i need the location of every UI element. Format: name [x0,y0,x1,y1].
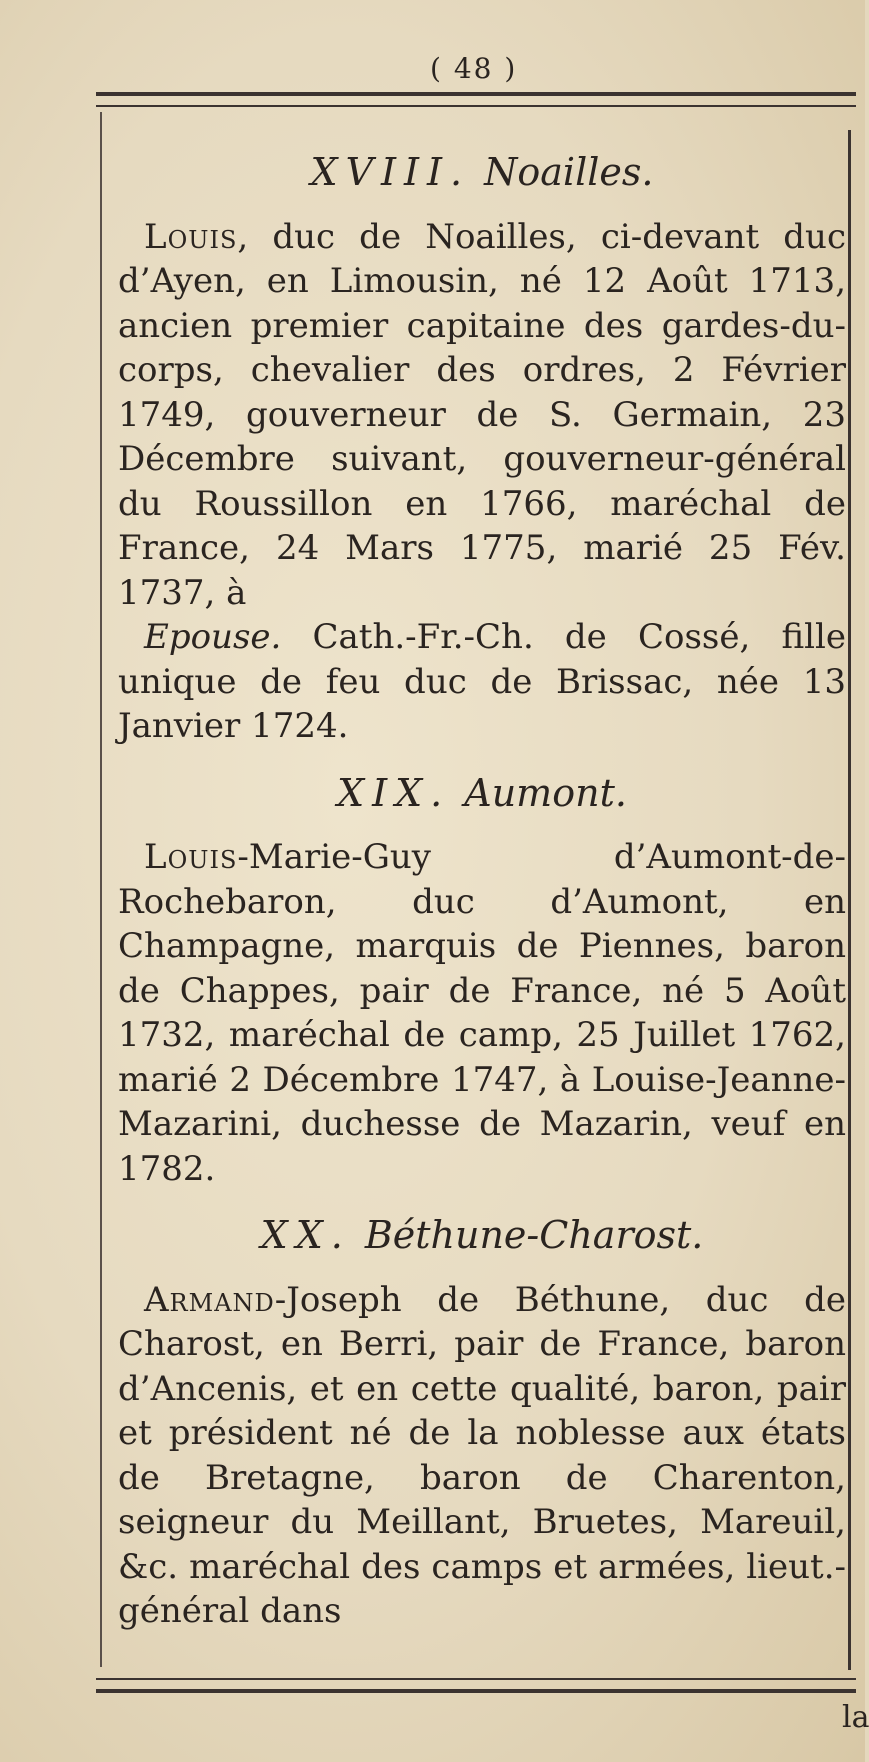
top-border-rule [96,92,856,107]
article-aumont [118,771,846,1192]
article-heading [118,150,846,195]
article-title: Béthune-Charost. [364,1213,704,1257]
article-heading [118,771,846,816]
article-lead-name: Louis [144,837,238,877]
article-heading [118,1213,846,1258]
spouse-text: Cath.-Fr.-Ch. de Cossé, fille unique de feu duc de Brissac, née 13 Janvier 1724. [118,617,846,746]
article-numeral: XIX. [337,770,451,815]
article-text: -Joseph de Béthune, duc de Charost, en Berri, pair de France, baron d’Ancenis, et en cette qualité, baron, pair et président né de la noblesse aux états de Bretagne, baron de Charenton, seigneur du Meillant, Bruetes, Mareuil, &c. maréchal des camps et armées, lieut.-général dans [118,1279,846,1631]
bottom-border-rule [96,1678,856,1693]
article-noailles [118,150,846,749]
article-title: Aumont. [464,770,627,815]
article-numeral: XVIII. [310,150,471,194]
article-title: Noailles. [484,150,654,194]
right-border-rule [848,130,851,1670]
article-text: , duc de Noailles, ci-devant duc d’Ayen, en Limousin, né 12 Août 1713, ancien premier capitaine des gardes-du-corps, chevalier des ordres, 2 Février 1749, gouverneur de S. Germain, 23 Décembre suivant, gouverneur-général du Roussillon en 1766, maréchal de France, 24 Mars 1775, marié 25 Fév. 1737, à [118,216,846,613]
spouse-label: Epouse. [144,617,282,657]
article-lead-name: Armand [144,1279,275,1320]
article-lead-name: Louis [144,216,238,257]
article-bethune-charost [118,1213,846,1634]
article-body [118,835,846,1191]
page-content [118,150,846,1656]
spouse-paragraph [118,615,846,749]
article-body [118,215,846,616]
catchword: la [842,1700,869,1735]
left-border-rule [100,112,102,1667]
page-number: ( 48 ) [430,52,518,85]
article-body [118,1278,846,1634]
article-numeral: XX. [260,1213,351,1257]
article-text: -Marie-Guy d’Aumont-de-Rochebaron, duc d’Aumont, en Champagne, marquis de Piennes, baron de Chappes, pair de France, né 5 Août 1732, maréchal de camp, 25 Juillet 1762, marié 2 Décembre 1747, à Louise-Jeanne-Mazarini, duchesse de Mazarin, veuf en 1782. [118,837,846,1189]
